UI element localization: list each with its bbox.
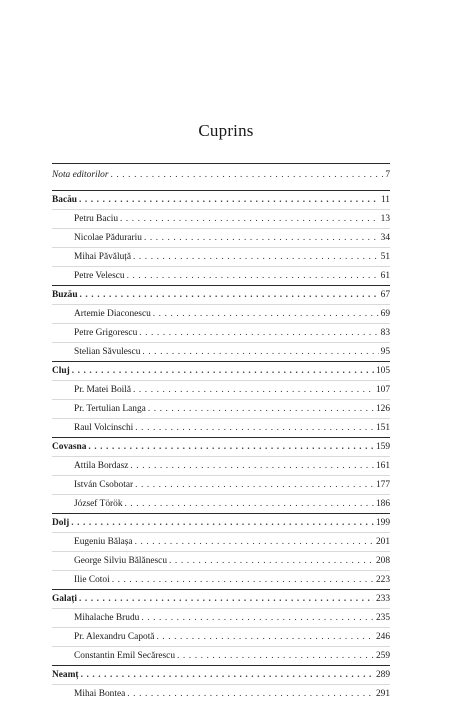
toc-entry-row[interactable] bbox=[52, 456, 390, 475]
toc-entry-row[interactable] bbox=[52, 399, 390, 418]
toc-leader-dots bbox=[71, 514, 374, 532]
toc-entry-page: 223 bbox=[375, 575, 390, 585]
top-rule bbox=[52, 163, 390, 164]
toc-leader-dots bbox=[127, 267, 379, 285]
toc-leader-dots bbox=[153, 305, 379, 323]
toc-section-row[interactable] bbox=[52, 437, 390, 456]
toc-entry-label: Petre Velescu bbox=[74, 271, 125, 281]
toc-leader-dots bbox=[80, 286, 379, 304]
toc-entry-label: Constantin Emil Secărescu bbox=[74, 651, 176, 661]
toc-entry-row[interactable] bbox=[52, 627, 390, 646]
toc-entry-page: 61 bbox=[380, 271, 390, 281]
toc-entry-page: 235 bbox=[375, 613, 390, 623]
toc-leader-dots bbox=[81, 666, 374, 684]
toc-section-page: 67 bbox=[380, 290, 390, 300]
toc-entry-label: Attila Bordasz bbox=[74, 461, 129, 471]
toc-entry-label: Eugeniu Bălașa bbox=[74, 537, 133, 547]
toc-leader-dots bbox=[133, 248, 379, 266]
toc-section-label: Neamț bbox=[52, 670, 79, 680]
toc-entry-row[interactable] bbox=[52, 570, 390, 589]
toc-entry-label: József Török bbox=[74, 499, 123, 509]
toc-entry-page: 186 bbox=[375, 499, 390, 509]
toc-leader-dots bbox=[169, 552, 374, 570]
toc-entry-page: 201 bbox=[375, 537, 390, 547]
toc-entry-label: Stelian Săvulescu bbox=[74, 347, 141, 357]
toc-section-page: 11 bbox=[380, 195, 390, 205]
toc-entry-row[interactable] bbox=[52, 380, 390, 399]
toc-leader-dots bbox=[79, 590, 374, 608]
toc-entry-page: 291 bbox=[375, 689, 390, 699]
toc-section-page: 199 bbox=[375, 518, 390, 528]
toc-entry-page: 107 bbox=[375, 385, 390, 395]
toc-entry-page: 51 bbox=[380, 252, 390, 262]
toc-entry-page: 177 bbox=[375, 480, 390, 490]
toc-entry-page: 34 bbox=[380, 233, 390, 243]
toc-section-page: 289 bbox=[375, 670, 390, 680]
toc-leader-dots bbox=[133, 381, 374, 399]
toc-leader-dots bbox=[141, 609, 374, 627]
toc-entry-row[interactable] bbox=[52, 684, 390, 703]
toc-entry-label: Pr. Alexandru Capotă bbox=[74, 632, 155, 642]
toc-entry-label: Mihai Păvăluță bbox=[74, 252, 132, 262]
toc-section-label: Cluj bbox=[52, 366, 70, 376]
toc-leader-dots bbox=[72, 362, 374, 380]
toc-section-row[interactable] bbox=[52, 190, 390, 209]
toc-entry-page: 69 bbox=[380, 309, 390, 319]
toc-entry-label: Pr. Tertulian Langa bbox=[74, 404, 146, 414]
toc-entry-label: Raul Volcinschi bbox=[74, 423, 134, 433]
toc-entry-row[interactable] bbox=[52, 266, 390, 285]
toc-leader-dots bbox=[177, 647, 374, 665]
page-title: Cuprins bbox=[198, 121, 254, 140]
toc-entry-row[interactable] bbox=[52, 304, 390, 323]
toc-entry-page: 161 bbox=[375, 461, 390, 471]
toc-note-row[interactable] bbox=[52, 166, 390, 184]
toc-leader-dots bbox=[120, 210, 379, 228]
toc-leader-dots bbox=[127, 685, 374, 703]
toc-leader-dots bbox=[135, 419, 374, 437]
toc-entry-page: 151 bbox=[375, 423, 390, 433]
toc-entry-page: 208 bbox=[375, 556, 390, 566]
toc-entry-row[interactable] bbox=[52, 475, 390, 494]
toc-entry-label: István Csobotar bbox=[74, 480, 134, 490]
toc-entry-label: Petre Grigorescu bbox=[74, 328, 138, 338]
toc-section-page: 159 bbox=[375, 442, 390, 452]
toc-entry-row[interactable] bbox=[52, 494, 390, 513]
toc-entry-row[interactable] bbox=[52, 323, 390, 342]
toc-leader-dots bbox=[135, 533, 374, 551]
toc-section-row[interactable] bbox=[52, 665, 390, 684]
toc-section-label: Covasna bbox=[52, 442, 87, 452]
toc-section-page: 233 bbox=[375, 594, 390, 604]
toc-leader-dots bbox=[88, 438, 374, 456]
toc-entry-page: 126 bbox=[375, 404, 390, 414]
toc-entry-row[interactable] bbox=[52, 646, 390, 665]
toc-leader-dots bbox=[156, 628, 373, 646]
toc-section-row[interactable] bbox=[52, 361, 390, 380]
toc-section-label: Buzău bbox=[52, 290, 78, 300]
toc-leader-dots bbox=[142, 343, 378, 361]
toc-entry-label: Ilie Cotoi bbox=[74, 575, 110, 585]
toc-entry-page: 246 bbox=[375, 632, 390, 642]
table-of-contents bbox=[52, 166, 390, 703]
toc-entry-row[interactable] bbox=[52, 418, 390, 437]
toc-section-row[interactable] bbox=[52, 589, 390, 608]
toc-leader-dots bbox=[148, 400, 374, 418]
toc-entry-label: Pr. Matei Boilă bbox=[74, 385, 132, 395]
toc-entry-row[interactable] bbox=[52, 608, 390, 627]
toc-entry-label: Nicolae Pădurariu bbox=[74, 233, 142, 243]
toc-leader-dots bbox=[111, 166, 384, 184]
toc-entry-row[interactable] bbox=[52, 342, 390, 361]
toc-leader-dots bbox=[139, 324, 378, 342]
toc-leader-dots bbox=[144, 229, 379, 247]
toc-section-row[interactable] bbox=[52, 285, 390, 304]
toc-entry-label: Mihai Bontea bbox=[74, 689, 126, 699]
toc-entry-row[interactable] bbox=[52, 532, 390, 551]
toc-entry-row[interactable] bbox=[52, 209, 390, 228]
toc-section-label: Dolj bbox=[52, 518, 70, 528]
toc-entry-label: Petru Baciu bbox=[74, 214, 119, 224]
toc-entry-row[interactable] bbox=[52, 247, 390, 266]
toc-entry-row[interactable] bbox=[52, 228, 390, 247]
toc-leader-dots bbox=[135, 476, 374, 494]
toc-entry-page: 259 bbox=[375, 651, 390, 661]
toc-section-label: Bacău bbox=[52, 195, 78, 205]
toc-leader-dots bbox=[125, 495, 374, 513]
toc-leader-dots bbox=[79, 191, 379, 209]
toc-entry-label: Artemie Diaconescu bbox=[74, 309, 151, 319]
toc-leader-dots bbox=[112, 571, 374, 589]
toc-entry-page: 13 bbox=[380, 214, 390, 224]
toc-entry-page: 83 bbox=[380, 328, 390, 338]
toc-note-label: Nota editorilor bbox=[52, 170, 109, 180]
toc-section-label: Galați bbox=[52, 594, 77, 604]
toc-note-page: 7 bbox=[385, 170, 390, 180]
toc-entry-label: Mihalache Brudu bbox=[74, 613, 140, 623]
toc-entry-row[interactable] bbox=[52, 551, 390, 570]
toc-leader-dots bbox=[130, 457, 374, 475]
toc-section-row[interactable] bbox=[52, 513, 390, 532]
toc-entry-label: George Silviu Bălănescu bbox=[74, 556, 168, 566]
toc-entry-page: 95 bbox=[380, 347, 390, 357]
toc-section-page: 105 bbox=[375, 366, 390, 376]
